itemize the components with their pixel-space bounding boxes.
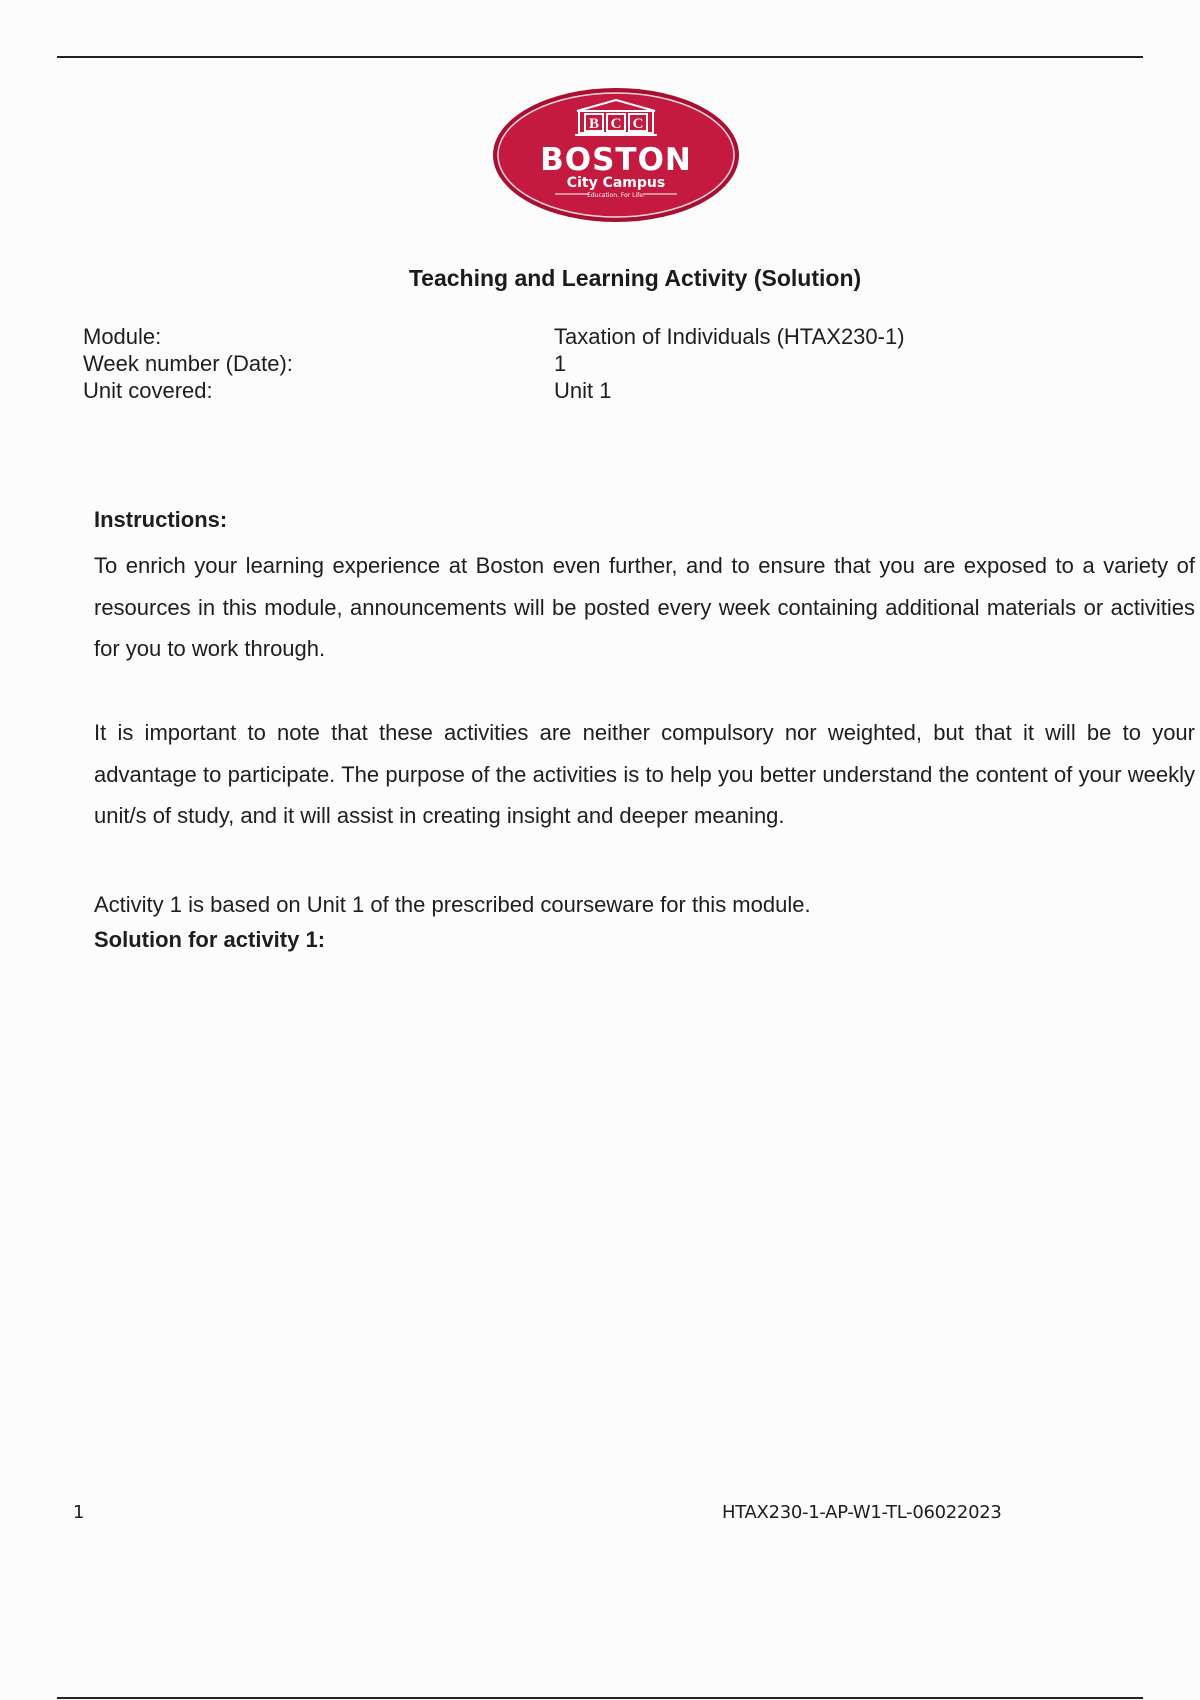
svg-text:B: B [588,116,600,132]
activity-note: Activity 1 is based on Unit 1 of the prescribed courseware for this module. [94,892,811,917]
top-rule [57,56,1143,58]
svg-text:C: C [632,116,644,132]
boston-city-campus-logo [491,86,741,224]
page-number: 1 [73,1502,85,1523]
instructions-heading: Instructions: [94,507,228,532]
document-title: Teaching and Learning Activity (Solution) [408,265,862,291]
instructions-paragraph-1: To enrich your learning experience at Boston even further, and to ensure that you are exposed to a variety of resources in this module, announcements will be posted every week containing additional materials or activities for you to work through. [94,553,1195,661]
svg-text:BOSTON: BOSTON [540,142,692,178]
bottom-rule [57,1697,1143,1699]
module-label: Module: [83,324,162,349]
solution-heading: Solution for activity 1: [94,927,326,952]
unit-covered-label: Unit covered: [83,378,213,403]
svg-text:Education. For Life.: Education. For Life. [587,192,645,199]
module-value: Taxation of Individuals (HTAX230-1) [554,324,905,349]
document-code: HTAX230-1-AP-W1-TL-06022023 [722,1502,1002,1523]
svg-text:City Campus: City Campus [566,175,666,191]
svg-text:C: C [610,116,622,132]
module-row [83,323,905,350]
instructions-paragraph-2: It is important to note that these activities are neither compulsory nor weighted, but that it will be to your advantage to participate. The purpose of the activities is to help you better understand the content of your weekly unit/s of study, and it will assist in creating insight and deeper meaning. [94,720,1195,828]
week-number-row [83,350,905,377]
unit-covered-value: Unit 1 [554,378,612,403]
unit-covered-row [83,377,905,404]
week-number-value: 1 [554,351,567,376]
module-details [83,323,905,404]
week-number-label: Week number (Date): [83,351,293,376]
